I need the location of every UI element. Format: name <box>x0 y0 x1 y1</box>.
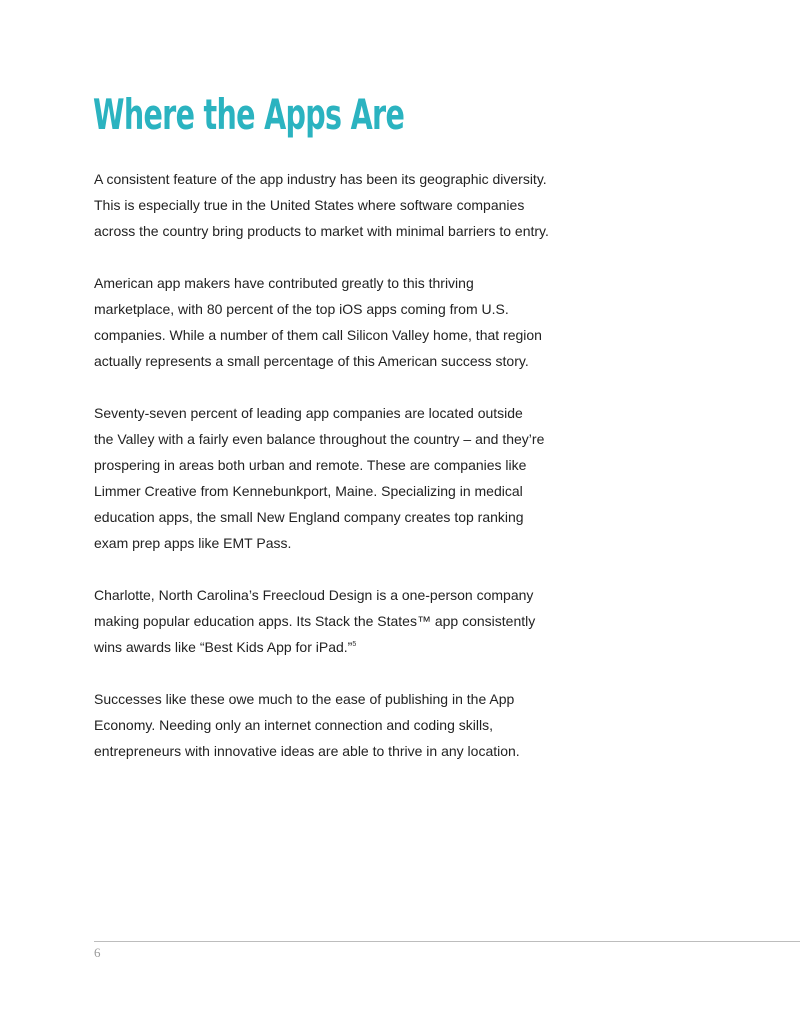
paragraph-5 <box>94 686 574 764</box>
text-line: wins awards like “Best Kids App for iPad.” <box>94 639 353 655</box>
page-number: 6 <box>94 945 101 960</box>
footer-divider <box>94 941 800 942</box>
text-line: American app makers have contributed greatly to this thriving <box>94 275 474 291</box>
text-line: companies. While a number of them call Silicon Valley home, that region <box>94 327 542 343</box>
text-line: the Valley with a fairly even balance throughout the country – and they’re <box>94 431 545 447</box>
text-line: Economy. Needing only an internet connection and coding skills, <box>94 717 493 733</box>
text-line: Successes like these owe much to the ease of publishing in the App <box>94 691 515 707</box>
paragraph-1 <box>94 166 574 244</box>
text-line: Charlotte, North Carolina’s Freecloud Design is a one-person company <box>94 587 534 603</box>
text-line: making popular education apps. Its Stack the States™ app consistently <box>94 613 536 629</box>
text-line: exam prep apps like EMT Pass. <box>94 535 292 551</box>
text-line: prospering in areas both urban and remote. These are companies like <box>94 457 527 473</box>
text-line: A consistent feature of the app industry has been its geographic diversity. <box>94 171 547 187</box>
text-line: Seventy-seven percent of leading app companies are located outside <box>94 405 523 421</box>
body-text <box>94 166 574 790</box>
text-line: entrepreneurs with innovative ideas are able to thrive in any location. <box>94 743 520 759</box>
paragraph-2 <box>94 270 574 374</box>
text-line: education apps, the small New England company creates top ranking <box>94 509 524 525</box>
text-line-with-footnote <box>94 634 574 660</box>
text-line: Limmer Creative from Kennebunkport, Maine. Specializing in medical <box>94 483 523 499</box>
text-line: marketplace, with 80 percent of the top iOS apps coming from U.S. <box>94 301 509 317</box>
footnote-reference[interactable]: 5 <box>352 641 357 648</box>
paragraph-3 <box>94 400 574 556</box>
text-line: actually represents a small percentage of this American success story. <box>94 353 529 369</box>
paragraph-4 <box>94 582 574 660</box>
page-title: Where the Apps Are <box>93 90 405 139</box>
text-line: This is especially true in the United States where software companies <box>94 197 525 213</box>
text-line: across the country bring products to market with minimal barriers to entry. <box>94 223 549 239</box>
